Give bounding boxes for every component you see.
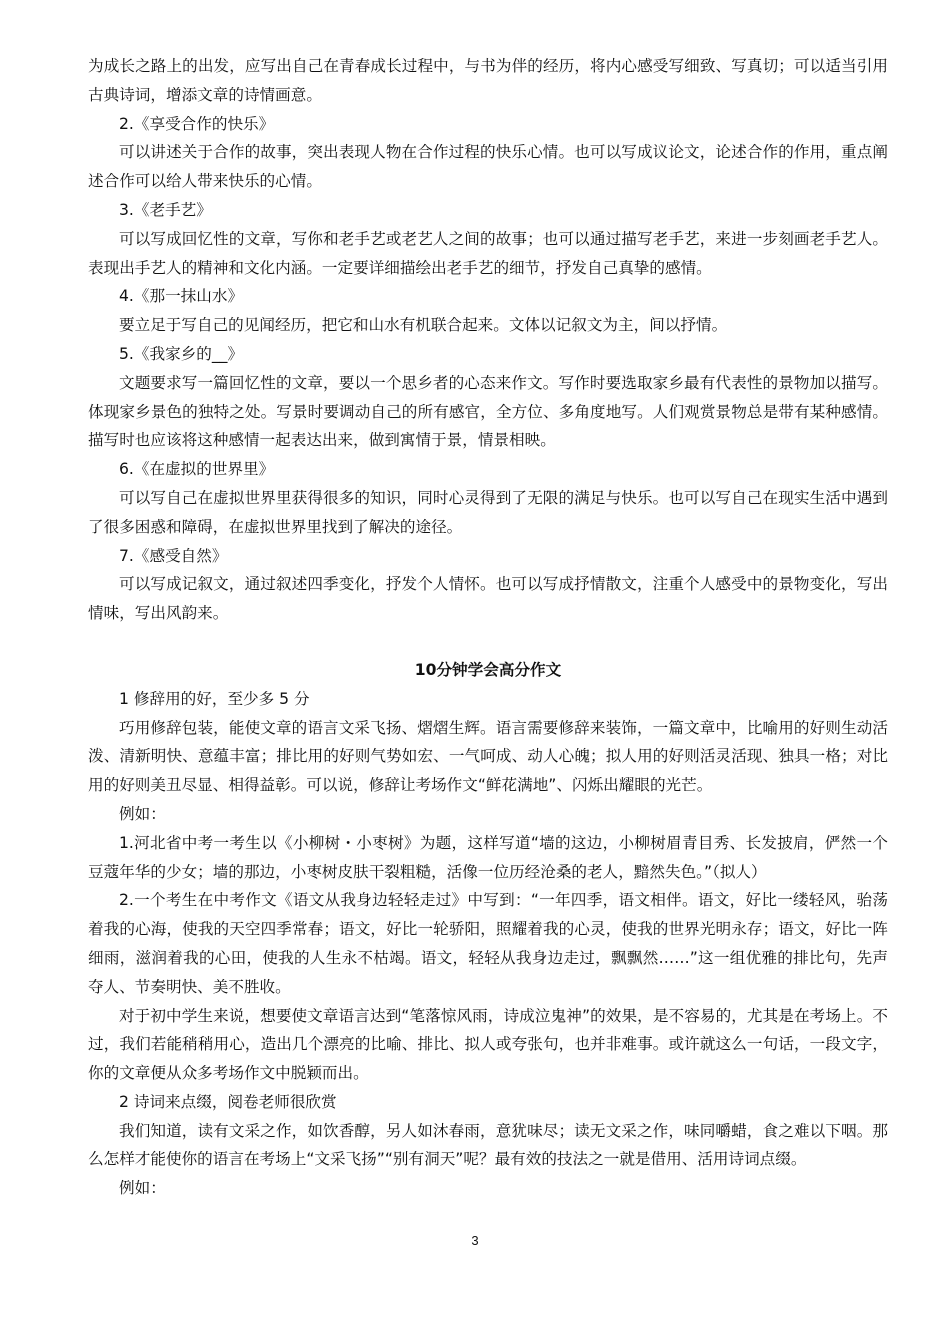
section-writing-tips	[88, 52, 888, 628]
paragraph: 可以讲述关于合作的故事，突出表现人物在合作过程的快乐心情。也可以写成议论文，论述合作的作用，重点阐述合作可以给人带来快乐的心情。	[88, 143, 888, 191]
paragraph: 巧用修辞包装，能使文章的语言文采飞扬、熠熠生辉。语言需要修辞来装饰，一篇文章中，比喻用的好则生动活泼、清新明快、意蕴丰富；排比用的好则气势如宏、一气呵成、动人心魄；拟人用的好则活灵活现、独具一格；对比用的好则美丑尽显、相得益彰。可以说，修辞让考场作文“鲜花满地”、闪烁出耀眼的光芒。	[88, 718, 888, 795]
paragraph: 4.《那一抹山水》	[119, 287, 244, 306]
paragraph: 可以写自己在虚拟世界里获得很多的知识，同时心灵得到了无限的满足与快乐。也可以写自己在现实生活中遇到了很多困惑和障碍，在虚拟世界里找到了解决的途径。	[88, 488, 888, 536]
paragraph: 3.《老手艺》	[119, 200, 212, 219]
paragraph: 可以写成回忆性的文章，写你和老手艺或老艺人之间的故事；也可以通过描写老手艺，来进一步刻画老手艺人。表现出手艺人的精神和文化内涵。一定要详细描绘出老手艺的细节，抒发自己真挚的感情。	[88, 229, 888, 277]
paragraph: 7.《感受自然》	[119, 546, 228, 565]
section-heading: 10分钟学会高分作文	[414, 660, 562, 679]
paragraph: 对于初中学生来说，想要使文章语言达到“笔落惊风雨，诗成泣鬼神”的效果，是不容易的，尤其是在考场上。不过，我们若能稍稍用心，造出几个漂亮的比喻、排比、拟人或夸张句，也并非难事。或许就这么一句话，一段文字，你的文章便从众多考场作文中脱颖而出。	[88, 1006, 888, 1083]
paragraph: 可以写成记叙文，通过叙述四季变化，抒发个人情怀。也可以写成抒情散文，注重个人感受中的景物变化，写出情味，写出风韵来。	[88, 575, 888, 623]
section-high-score-essay	[88, 685, 888, 1203]
paragraph: 2 诗词来点缀，阅卷老师很欣赏	[119, 1092, 337, 1111]
paragraph: 文题要求写一篇回忆性的文章，要以一个思乡者的心态来作文。写作时要选取家乡最有代表性的景物加以描写。体现家乡景色的独特之处。写景时要调动自己的所有感官，全方位、多角度地写。人们观赏景物总是带有某种感情。描写时也应该将这种感情一起表达出来，做到寓情于景，情景相映。	[88, 373, 888, 450]
paragraph: 6.《在虚拟的世界里》	[119, 460, 275, 479]
paragraph: 要立足于写自己的见闻经历，把它和山水有机联合起来。文体以记叙文为主，间以抒情。	[119, 316, 728, 335]
paragraph: 2.一个考生在中考作文《语文从我身边轻轻走过》中写到：“一年四季，语文相伴。语文，好比一缕轻风，骀荡着我的心海，使我的天空四季常春；语文，好比一轮骄阳，照耀着我的心灵，使我的世界光明永存；语文，好比一阵细雨，滋润着我的心田，使我的人生永不枯竭。语文，轻轻从我身边走过，飘飘然……”这一组优雅的排比句，先声夺人、节奏明快、美不胜收。	[88, 891, 888, 996]
paragraph: 我们知道，读有文采之作，如饮香醇，另人如沐春雨，意犹味尽；读无文采之作，味同嚼蜡，食之难以下咽。那么怎样才能使你的语言在考场上“文采飞扬”“别有洞天”呢？最有效的技法之一就是借用、活用诗词点缀。	[88, 1121, 888, 1169]
paragraph: 1 修辞用的好，至少多 5 分	[119, 689, 310, 708]
paragraph: 2.《享受合作的快乐》	[119, 114, 275, 133]
paragraph: 1.河北省中考一考生以《小柳树・小枣树》为题，这样写道“墙的这边，小柳树眉青目秀、长发披肩，俨然一个豆蔻年华的少女；墙的那边，小枣树皮肤干裂粗糙，活像一位历经沧桑的老人，黯然失色。”（拟人）	[88, 833, 888, 881]
paragraph: 例如：	[119, 804, 166, 823]
paragraph: 为成长之路上的出发，应写出自己在青春成长过程中，与书为伴的经历，将内心感受写细致、写真切；可以适当引用古典诗词，增添文章的诗情画意。	[88, 57, 888, 104]
page-number: 3	[471, 1233, 479, 1248]
paragraph: 例如：	[119, 1179, 166, 1198]
document-page	[88, 52, 888, 1203]
paragraph: 5.《我家乡的__》	[119, 344, 244, 363]
